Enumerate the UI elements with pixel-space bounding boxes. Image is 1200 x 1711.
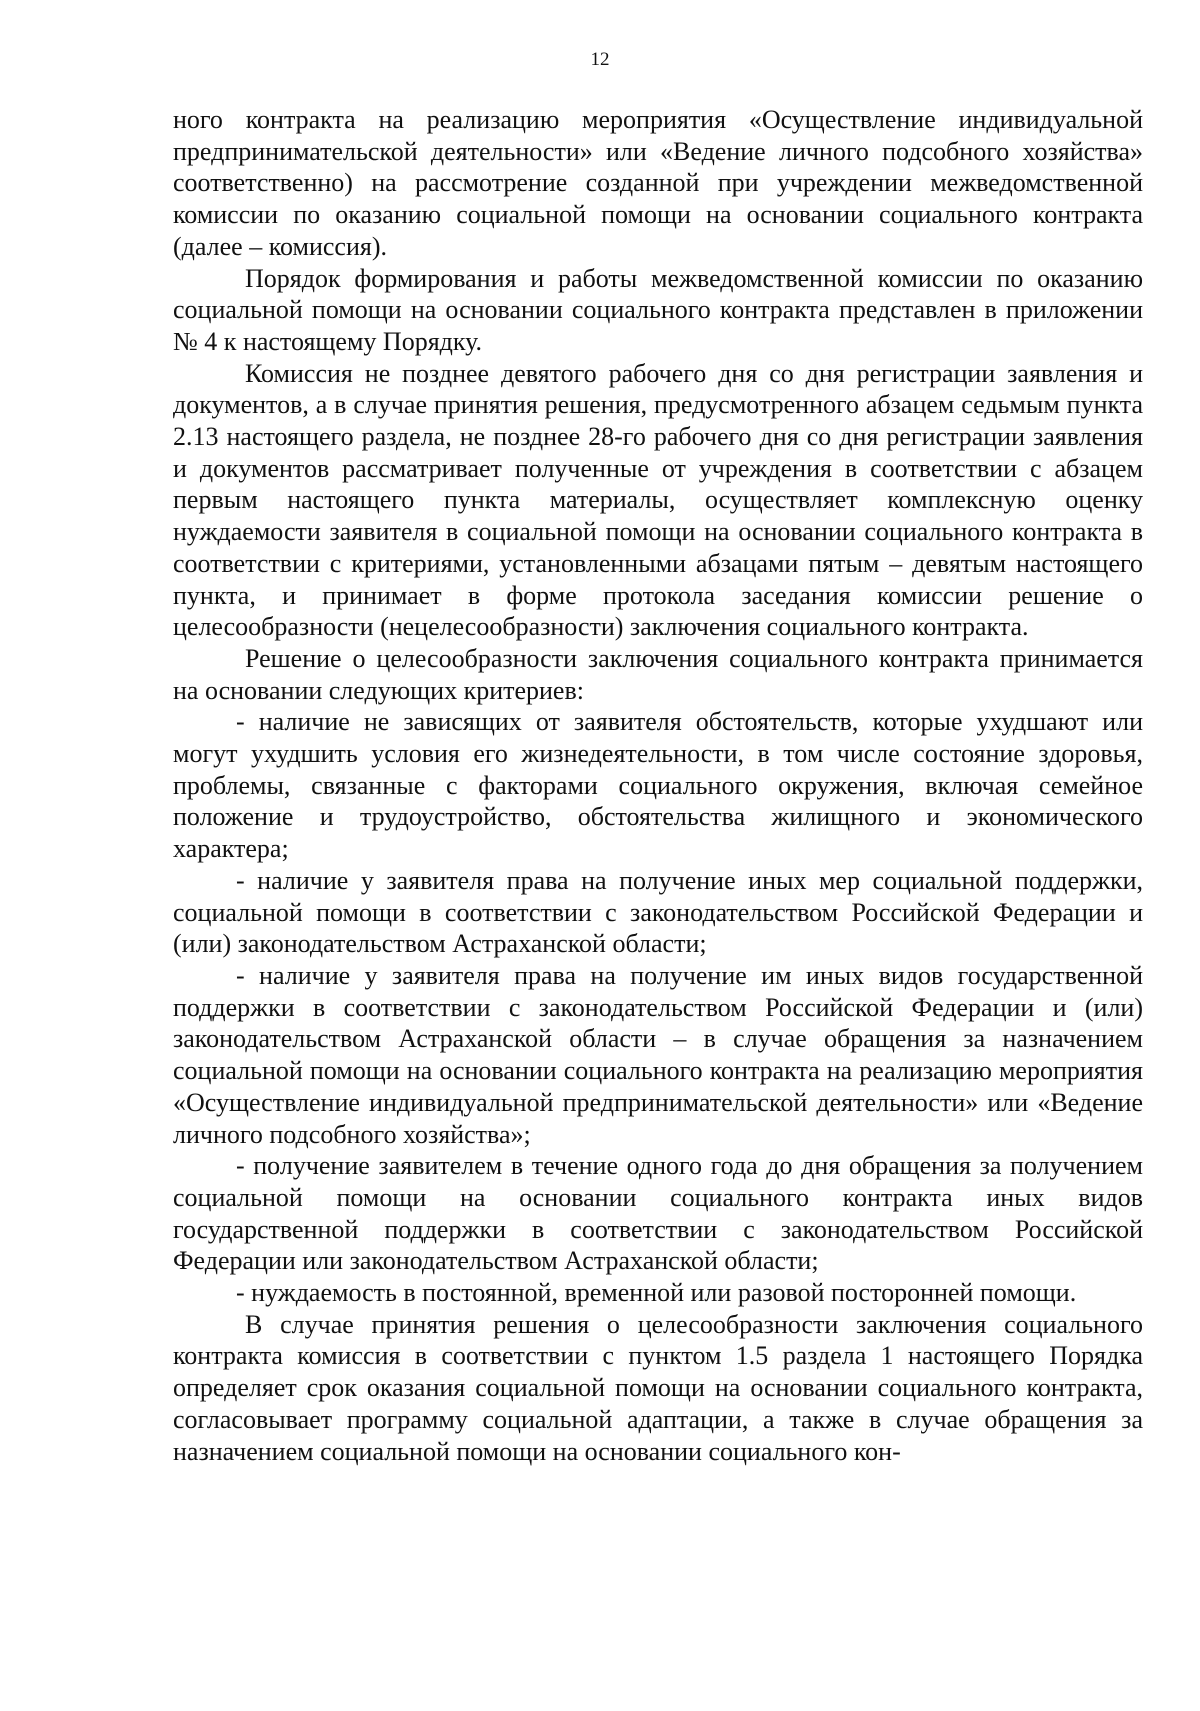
document-body bbox=[173, 104, 1143, 1467]
criterion-item: - нуждаемость в постоянной, временной или разовой посторонней помощи. bbox=[236, 1278, 1077, 1308]
paragraph-criteria-intro: Решение о целесообразности заключения социального контракта принимается на основании следующих критериев: bbox=[173, 643, 1143, 705]
paragraph-commission-procedure: Порядок формирования и работы межведомственной комиссии по оказанию социальной помощи на основании социального контракта представлен в приложении № 4 к настоящему Порядку. bbox=[173, 263, 1143, 356]
criterion-item: - наличие у заявителя права на получение им иных видов государственной поддержки в соответствии с законодательством Российской Федерации и (или) законодательством Астраханской области – в случае обращения за назначением социальной помощи на основании социального контракта на реализацию мероприятия «Осуществление индивидуальной предпринимательской деятельности» или «Ведение личного подсобного хозяйства»; bbox=[173, 960, 1143, 1149]
paragraph-continuation: ного контракта на реализацию мероприятия «Осуществление индивидуальной предпринимательской деятельности» или «Ведение личного подсобного хозяйства» соответственно) на рассмотрение созданной при учреждении межведомственной комиссии по оказанию социальной помощи на основании социального контракта (далее – комиссия). bbox=[173, 105, 1143, 261]
paragraph-commission-review: Комиссия не позднее девятого рабочего дня со дня регистрации заявления и документов, а в случае принятия решения, предусмотренного абзацем седьмым пункта 2.13 настоящего раздела, не позднее 28-го рабочего дня со дня регистрации заявления и документов рассматривает полученные от учреждения в соответствии с абзацем первым настоящего пункта материалы, осуществляет комплексную оценку нуждаемости заявителя в социальной помощи на основании социального контракта в соответствии с критериями, установленными абзацами пятым – девятым настоящего пункта, и принимает в форме протокола заседания комиссии решение о целесообразности (нецелесообразности) заключения социального контракта. bbox=[173, 358, 1143, 642]
criterion-item: - наличие не зависящих от заявителя обстоятельств, которые ухудшают или могут ухудшить условия его жизнедеятельности, в том числе состояние здоровья, проблемы, связанные с факторами социального окружения, включая семейное положение и трудоустройство, обстоятельства жилищного и экономического характера; bbox=[173, 707, 1143, 864]
page-number: 12 bbox=[590, 49, 610, 70]
paragraph-decision-outcome: В случае принятия решения о целесообразности заключения социального контракта комиссия в соответствии с пунктом 1.5 раздела 1 настоящего Порядка определяет срок оказания социальной помощи на основании социального контракта, согласовывает программу социальной адаптации, а также в случае обращения за назначением социальной помощи на основании социального кон- bbox=[173, 1309, 1143, 1466]
criterion-item: - наличие у заявителя права на получение иных мер социальной поддержки, социальной помощи в соответствии с законодательством Российской Федерации и (или) законодательством Астраханской области; bbox=[173, 865, 1143, 959]
criterion-item: - получение заявителем в течение одного года до дня обращения за получением социальной помощи на основании социального контракта иных видов государственной поддержки в соответствии с законодательством Российской Федерации или законодательством Астраханской области; bbox=[173, 1151, 1143, 1276]
